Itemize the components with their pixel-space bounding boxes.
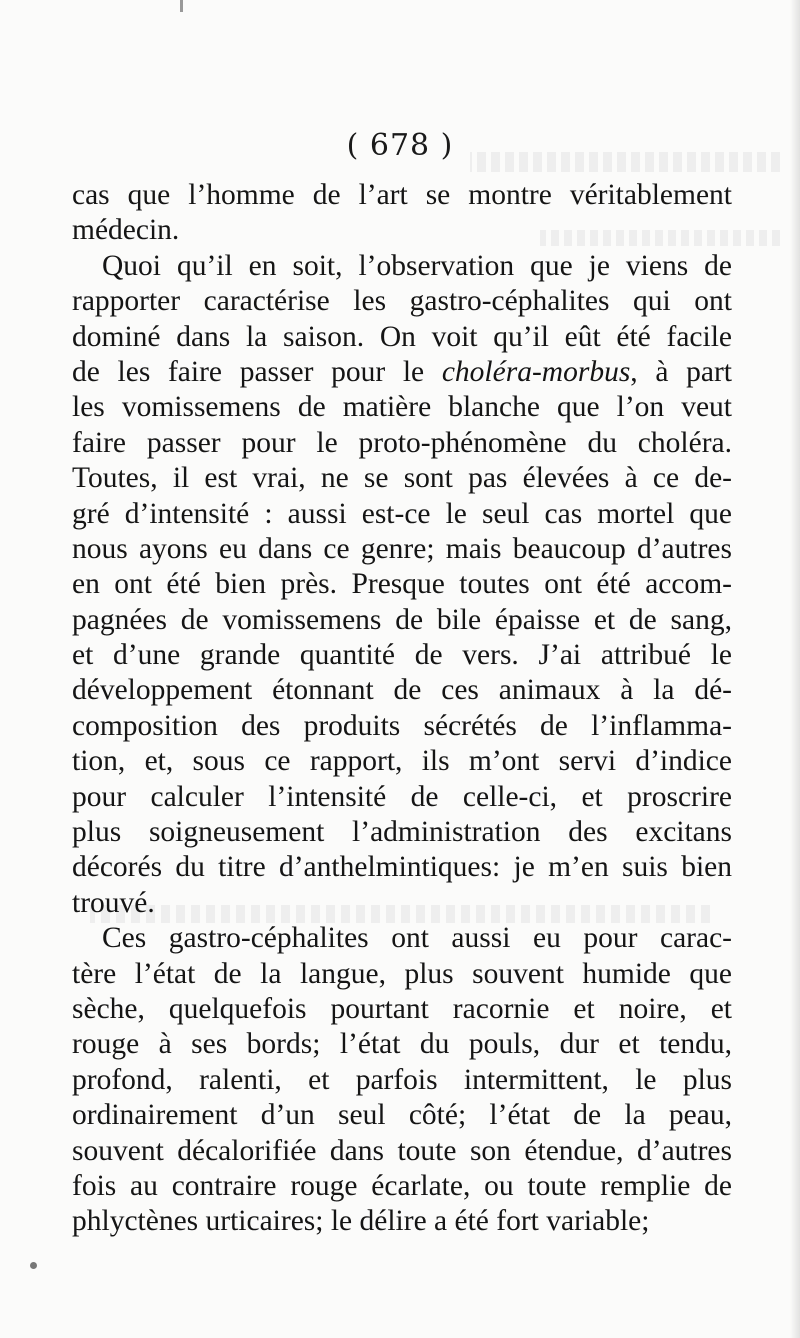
text-run: nous ayons eu dans ce genre; mais beaucoup d’autres [72,532,732,565]
text-run: fois au contraire rouge écarlate, ou toute remplie de [72,1169,732,1202]
text-run: les vomissemens de matière blanche que l’on veut [72,391,732,424]
text-run: tion, et, sous ce rapport, ils m’ont servi d’indice [72,745,732,778]
page-edge-shadow [790,0,800,1338]
text-line [72,1063,732,1098]
text-run: pour calculer l’intensité de celle-ci, et proscrire [72,780,732,813]
text-line [72,461,732,496]
text-line [72,638,732,673]
text-line [72,886,732,921]
text-line [72,1027,732,1062]
text-line [72,673,732,708]
text-line [72,426,732,461]
text-line [72,284,732,319]
text-line [72,178,732,213]
page-number: ( 678 ) [346,128,454,163]
text-run: en ont été bien près. Presque toutes ont été accom- [72,568,732,601]
text-run: Toutes, il est vrai, ne se sont pas élevées à ce de- [72,462,732,495]
text-run: composition des produits sécrétés de l’inflamma- [72,709,732,742]
text-run: cas que l’homme de l’art se montre véritablement [72,179,732,211]
text-run: développement étonnant de ces animaux à la dé- [72,674,732,707]
ink-speck [30,1262,37,1269]
text-line [72,1134,732,1169]
text-run: phlyctènes urticaires; le délire a été fort variable; [72,1205,650,1238]
text-run: Quoi qu’il en soit, l’observation que je viens de [102,249,732,282]
text-line [72,567,732,602]
text-line [72,921,732,956]
text-line [72,1098,732,1133]
text-run: plus soigneusement l’administration des excitans [72,816,732,849]
text-line [72,1204,732,1239]
text-run: dominé dans la saison. On voit qu’il eût été facile [72,320,732,353]
text-run: ordinairement d’un seul côté; l’état de la peau, [72,1099,732,1132]
text-line [72,603,732,638]
text-run: gré d’intensité : aussi est-ce le seul cas mortel que [72,497,732,530]
text-run: de les faire passer pour le [72,355,442,388]
body-text [72,178,732,1240]
text-run: faire passer pour le proto-phénomène du choléra. [72,426,732,459]
text-line [72,249,732,284]
text-line [72,744,732,779]
text-line [72,320,732,355]
text-line [72,957,732,992]
text-line [72,213,732,248]
text-line [72,1169,732,1204]
text-run: souvent décalorifiée dans toute son étendue, d’autres [72,1134,732,1167]
text-run: tère l’état de la langue, plus souvent humide que [72,957,732,990]
text-line [72,532,732,567]
text-run: , à part [630,355,732,388]
text-line [72,497,732,532]
text-run: rapporter caractérise les gastro-céphalites qui ont [72,285,732,318]
text-run: et d’une grande quantité de vers. J’ai attribué le [72,639,732,672]
text-run: médecin. [72,214,180,247]
text-line [72,355,732,390]
text-run: pagnées de vomissemens de bile épaisse et de sang, [72,603,732,636]
text-line [72,815,732,850]
text-run: sèche, quelquefois pourtant racornie et noire, et [72,992,732,1025]
text-line [72,709,732,744]
ink-mark [180,0,183,12]
text-line [72,850,732,885]
text-run: trouvé. [72,886,155,919]
text-line [72,992,732,1027]
text-run: Ces gastro-céphalites ont aussi eu pour carac- [102,922,732,955]
text-run: rouge à ses bords; l’état du pouls, dur et tendu, [72,1028,732,1061]
text-run: profond, ralenti, et parfois intermittent, le plus [72,1063,732,1096]
text-line [72,780,732,815]
italic-term: choléra-morbus [441,355,631,388]
text-line [72,390,732,425]
text-run: décorés du titre d’anthelmintiques: je m’en suis bien [72,851,732,884]
